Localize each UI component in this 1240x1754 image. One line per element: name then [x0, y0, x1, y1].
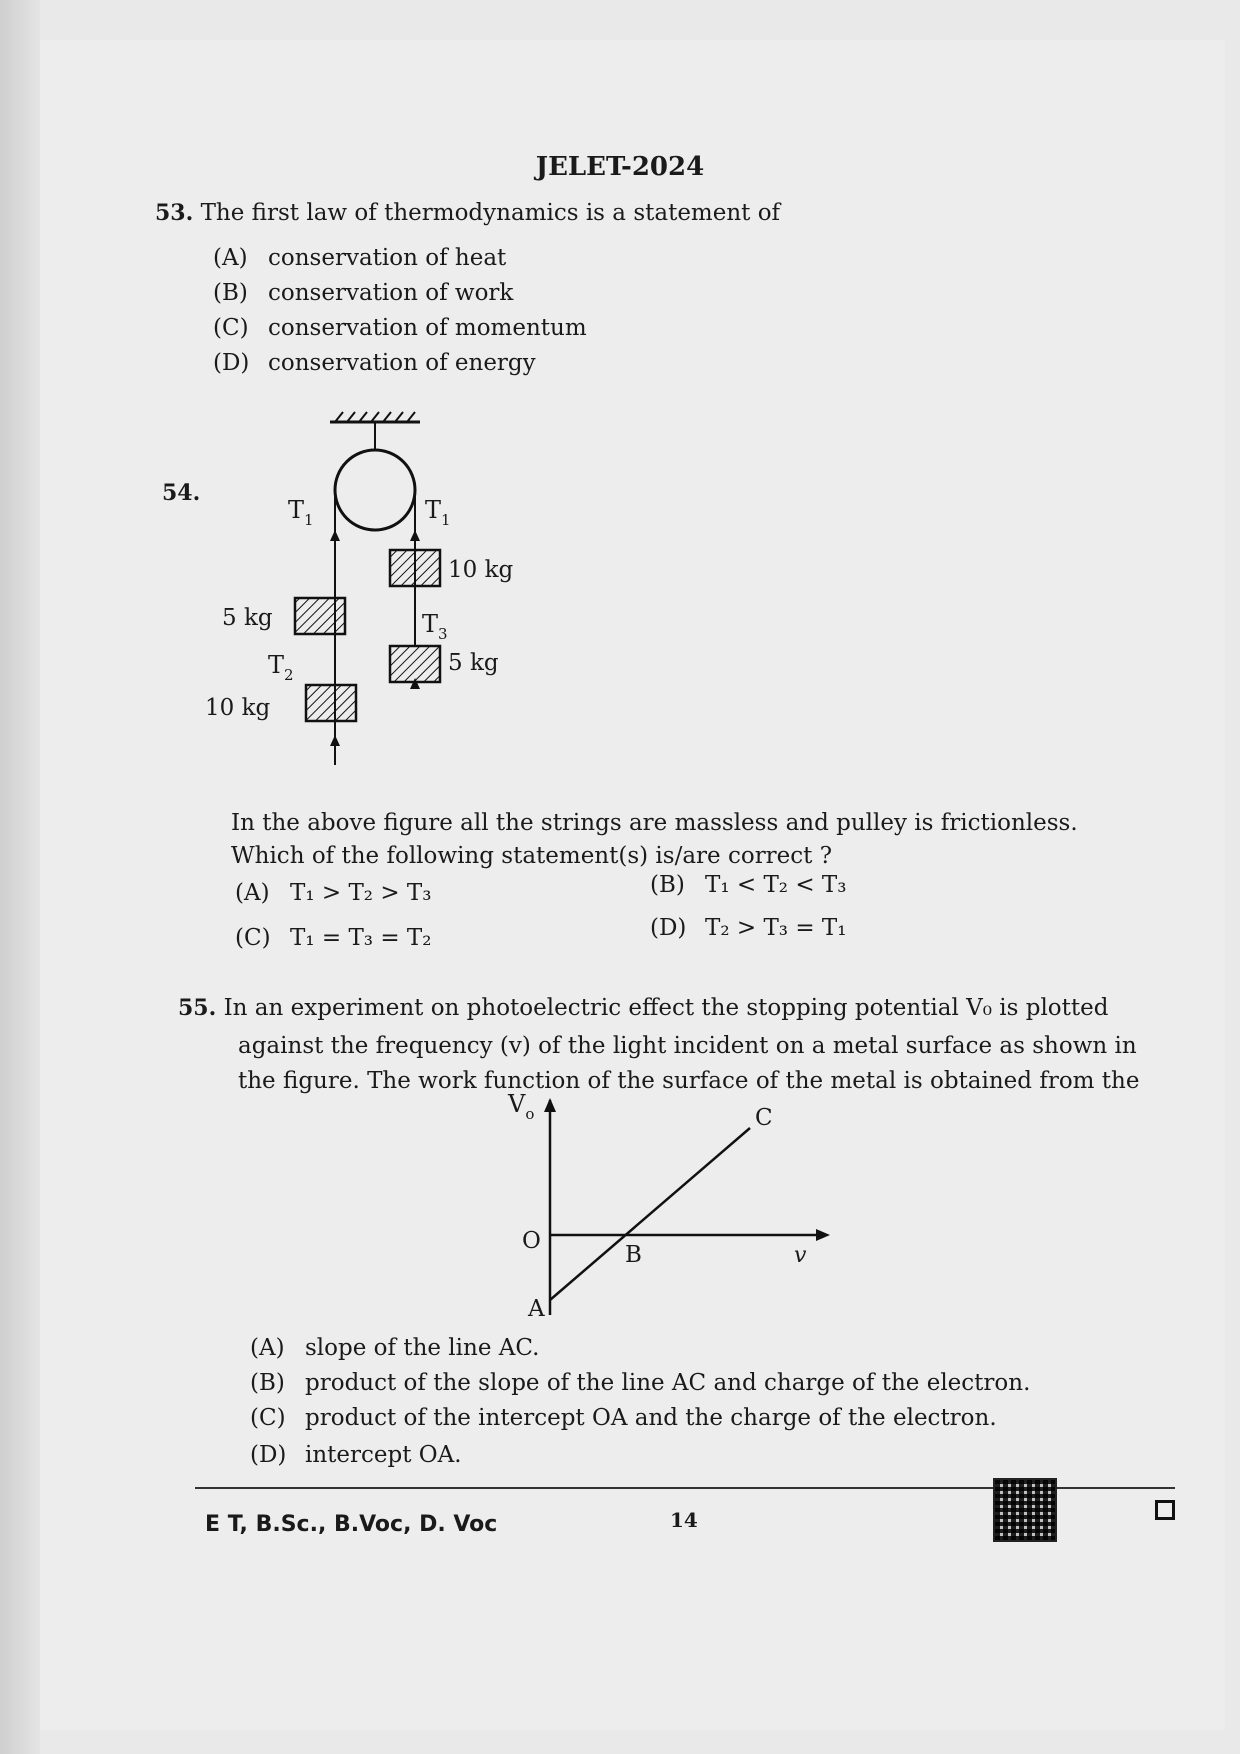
- label-5kg-left: 5 kg: [222, 605, 273, 631]
- q55-stem: [178, 995, 1108, 1021]
- label-point-c: C: [755, 1105, 773, 1131]
- option-text: slope of the line AC.: [305, 1335, 540, 1361]
- q54-text-line2: Which of the following statement(s) is/are correct ?: [231, 843, 833, 869]
- q55-option-b: [250, 1370, 1030, 1396]
- q53-option-b: [213, 280, 513, 306]
- label-5kg-right: 5 kg: [448, 650, 499, 676]
- y-axis-arrow-icon: [544, 1098, 556, 1112]
- q53-option-d: [213, 350, 536, 376]
- mass-box-10kg-top: [390, 550, 440, 586]
- q54-option-b: [650, 872, 846, 898]
- option-text: T₁ > T₂ > T₃: [290, 880, 432, 906]
- q53-option-c: [213, 315, 587, 341]
- q55-option-d: [250, 1442, 462, 1468]
- t1-left-arrow-icon: [330, 530, 340, 541]
- option-text: intercept OA.: [305, 1442, 462, 1468]
- option-label: (C): [250, 1405, 286, 1431]
- line-ac: [550, 1128, 750, 1300]
- option-label: (D): [213, 350, 250, 376]
- label-x-axis: v: [794, 1243, 807, 1268]
- q55-text-line2: against the frequency (v) of the light incident on a metal surface as shown in: [238, 1033, 1137, 1059]
- q55-number: 55.: [178, 995, 217, 1021]
- q55-option-c: [250, 1405, 997, 1431]
- option-label: (D): [650, 915, 687, 941]
- square-marker-icon: [1155, 1500, 1175, 1520]
- label-t2: $T_2$: [268, 651, 294, 684]
- option-text: product of the intercept OA and the charge of the electron.: [305, 1405, 997, 1431]
- pulley-diagram: [200, 410, 560, 810]
- label-y-axis: $V_o$: [508, 1090, 535, 1123]
- option-label: (D): [250, 1442, 287, 1468]
- label-10kg-top: 10 kg: [448, 557, 514, 583]
- q53-number: 53.: [155, 200, 194, 226]
- option-text: conservation of momentum: [268, 315, 587, 341]
- option-text: product of the slope of the line AC and charge of the electron.: [305, 1370, 1031, 1396]
- q54-option-a: [235, 880, 431, 906]
- option-text: T₁ < T₂ < T₃: [705, 872, 847, 898]
- q54-option-c: [235, 925, 431, 951]
- option-label: (B): [250, 1370, 285, 1396]
- q55-text-line3: the figure. The work function of the surface of the metal is obtained from the: [238, 1068, 1140, 1094]
- x-axis-arrow-icon: [816, 1229, 830, 1241]
- photoelectric-graph: [500, 1090, 860, 1320]
- pulley-wheel: [335, 450, 415, 530]
- label-10kg-bottom: 10 kg: [205, 695, 271, 721]
- label-origin: O: [522, 1228, 541, 1254]
- option-text: conservation of energy: [268, 350, 536, 376]
- scan-edge: [0, 0, 40, 1754]
- option-text: T₂ > T₃ = T₁: [705, 915, 847, 941]
- label-t3: $T_3$: [422, 610, 448, 643]
- option-label: (C): [235, 925, 271, 951]
- q53-option-a: [213, 245, 506, 271]
- option-text: conservation of heat: [268, 245, 507, 271]
- option-text: T₁ = T₃ = T₂: [290, 925, 432, 951]
- mass-box-5kg-right: [390, 646, 440, 682]
- option-label: (A): [250, 1335, 285, 1361]
- mass-box-5kg-left: [295, 598, 345, 634]
- option-label: (B): [213, 280, 248, 306]
- page-title: JELET-2024: [535, 152, 705, 182]
- q54-text-line1: In the above figure all the strings are massless and pulley is frictionless.: [231, 810, 1078, 836]
- footer-course: E T, B.Sc., B.Voc, D. Voc: [205, 1512, 498, 1537]
- t1-right-arrow-icon: [410, 530, 420, 541]
- option-label: (C): [213, 315, 249, 341]
- label-point-b: B: [625, 1242, 642, 1268]
- q53-stem: [155, 200, 780, 226]
- q55-text-line1: In an experiment on photoelectric effect the stopping potential V₀ is plotted: [223, 995, 1109, 1021]
- option-text: conservation of work: [268, 280, 514, 306]
- q54-number: 54.: [162, 480, 201, 506]
- option-label: (A): [213, 245, 248, 271]
- q53-text: The first law of thermodynamics is a statement of: [200, 200, 781, 226]
- page-number: 14: [670, 1508, 698, 1532]
- label-point-a: A: [528, 1296, 545, 1320]
- qr-code-icon: [993, 1478, 1057, 1542]
- t2-arrow-icon: [330, 735, 340, 746]
- label-t1-left: $T_1$: [288, 496, 314, 529]
- q54-option-d: [650, 915, 846, 941]
- option-label: (A): [235, 880, 270, 906]
- option-label: (B): [650, 872, 685, 898]
- label-t1-right: $T_1$: [425, 496, 451, 529]
- mass-box-10kg-bottom: [306, 685, 356, 721]
- q55-option-a: [250, 1335, 539, 1361]
